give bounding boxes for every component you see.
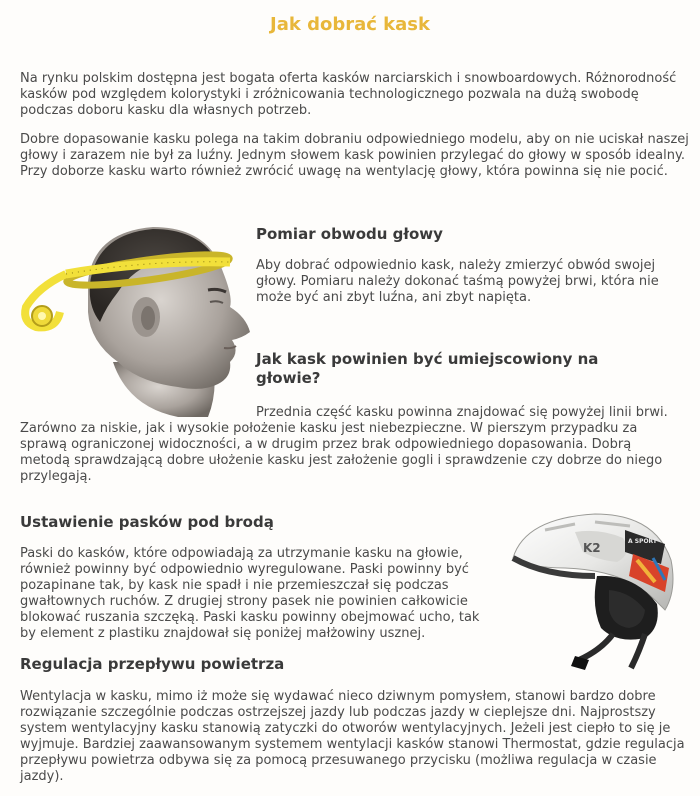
measure-paragraph: Aby dobrać odpowiednio kask, należy zmierzyć obwód swojej głowy. Pomiaru należy dokonać taśmą powyżej brwi, która nie może być ani zbyt luźna, ani zbyt napięta. <box>256 258 659 305</box>
intro-paragraph-2: Dobre dopasowanie kasku polega na takim dobraniu odpowiedniego modelu, aby on nie uciskał naszej głowy i zarazem nie był za luźny. Jednym słowem kask powinien przylegać do głowy w sposób idealny. Przy doborze kasku warto również zwrócić uwagę na wentylację głowy, która powinna się nie pocić. <box>20 132 689 179</box>
airflow-paragraph: Wentylacja w kasku, mimo iż może się wydawać nieco dziwnym pomysłem, stanowi bardzo dobre rozwiązanie szczególnie podczas ostrzejszej jazdy lub podczas jazdy w cieplejsze dni. Najprostszy system wentylacyjny kasku stanowią zatyczki do otworów wentylacyjnych. Jeżeli jest ciepło to się je wyjmuje. Bardziej zaawansowanym systemem wentylacji kasków stanowi Thermostat, gdzie regulacja przepływu powietrza odbywa się za pomocą przesuwanego przycisku (możliwa regulacja w czasie jazdy). <box>20 689 685 784</box>
ski-helmet-image <box>505 510 677 675</box>
straps-paragraph: Paski do kasków, które odpowiadają za utrzymanie kasku na głowie, również powinny być odpowiednio wyregulowane. Paski powinny być pozapinane tak, by kask nie spadł i nie przemieszczał się podczas gwałtownych ruchów. Z drugiej strony pasek nie powinien całkowicie blokować ruszania szczęką. Paski kasku powinny obejmować ucho, tak by element z plastiku znajdował się poniżej małżowiny usznej. <box>20 546 480 641</box>
heading-straps: Ustawienie pasków pod brodą <box>20 513 274 531</box>
position-paragraph: Przednia część kasku powinna znajdować się powyżej linii brwi. Zarówno za niskie, jak i wysokie położenie kasku jest niebezpieczne. W pierszym przypadku za sprawą ograniczonej widoczności, a w drugim przez brak odpowiedniego dopasowania. Dobrą metodą sprawdzającą dobre ułożenie kasku jest założenie gogli i sprawdzenie czy dobrze do niego przylegają. <box>20 405 668 484</box>
heading-position: Jak kask powinien być umiejscowiony na głowie? <box>256 350 599 387</box>
head-measuring-image <box>18 212 254 420</box>
helmet-brand-label: A SPORT <box>628 538 657 545</box>
intro-paragraph-1: Na rynku polskim dostępna jest bogata oferta kasków narciarskich i snowboardowych. Różnorodność kasków pod względem kolorystyki i zróżnicowania technologicznego pozwala na dużą swobodę podczas doboru kasku dla własnych potrzeb. <box>20 71 677 118</box>
heading-airflow: Regulacja przepływu powietrza <box>20 655 285 673</box>
heading-measure: Pomiar obwodu głowy <box>256 225 443 243</box>
svg-text:K2: K2 <box>583 541 601 555</box>
page-title: Jak dobrać kask <box>270 14 430 35</box>
